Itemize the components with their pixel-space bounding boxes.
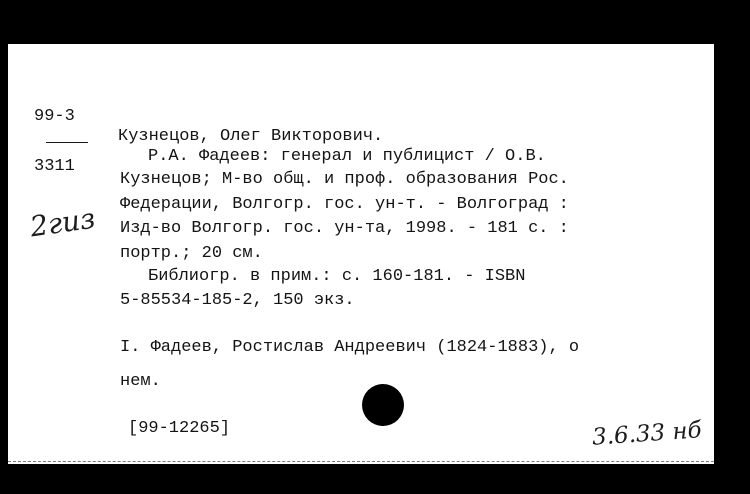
call-number-divider	[46, 142, 88, 143]
title-line-2: Кузнецов; М-во общ. и проф. образования Рос.	[120, 170, 569, 189]
author-heading: Кузнецов, Олег Викторович.	[118, 127, 384, 146]
physical-description: портр.; 20 см.	[120, 244, 263, 263]
catalog-card	[8, 44, 714, 464]
bibliography-note: Библиогр. в прим.: с. 160-181. - ISBN	[148, 267, 526, 286]
call-number-top: 99-3	[34, 107, 75, 126]
card-punch-hole	[362, 384, 404, 426]
subject-entry-continued: нем.	[120, 372, 161, 391]
call-number-bottom: 3311	[34, 157, 75, 176]
isbn-line: 5-85534-185-2, 150 экз.	[120, 291, 355, 310]
record-number: [99-12265]	[128, 419, 231, 438]
handwritten-mark-right: 3.6.33 нб	[591, 417, 703, 451]
title-line-3: Федерации, Волгогр. гос. ун-т. - Волгоград :	[120, 195, 569, 214]
card-bottom-edge	[8, 461, 714, 462]
title-line-1: Р.А. Фадеев: генерал и публицист / О.В.	[148, 147, 546, 166]
subject-entry: I. Фадеев, Ростислав Андреевич (1824-1883), о	[120, 338, 580, 357]
title-line-4: Изд-во Волгогр. гос. ун-та, 1998. - 181 с. :	[120, 219, 569, 238]
handwritten-mark-left: 2гиз	[28, 201, 98, 244]
